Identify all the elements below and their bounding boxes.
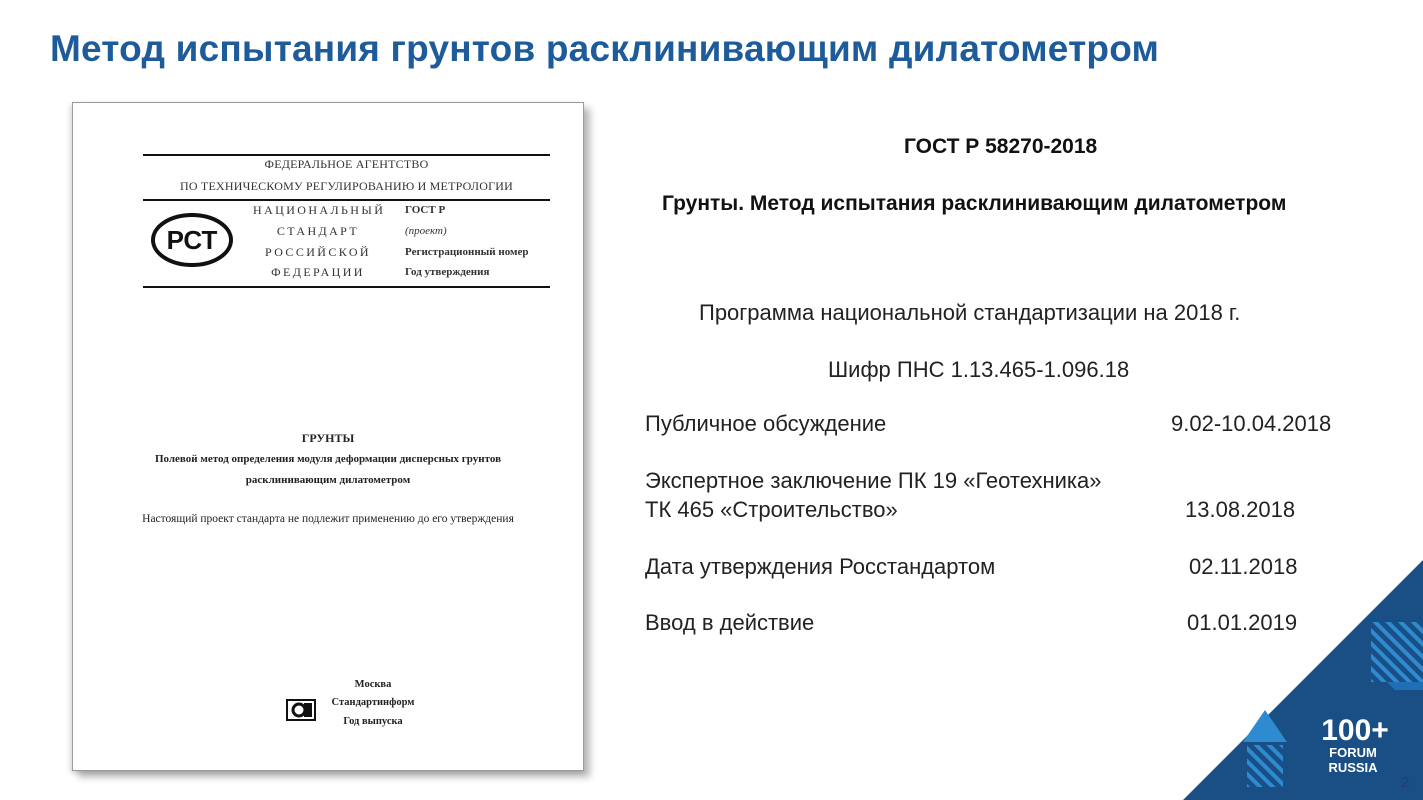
row-effective-label: Ввод в действие [645, 610, 815, 635]
row-expert-label-line-2: ТК 465 «Строительство» [645, 497, 898, 522]
slide-title: Метод испытания грунтов расклинивающим дилатометром [50, 28, 1160, 69]
gost-number: ГОСТ Р 58270-2018 [904, 135, 1098, 158]
doc-national-line-3: РОССИЙСКОЙ [264, 245, 371, 259]
doc-publish-year-label: Год выпуска [343, 716, 403, 727]
standard-title: Грунты. Метод испытания расклинивающим дилатометром [662, 192, 1287, 215]
corner-stripes-bottom [1247, 745, 1283, 787]
corner-stripes-top [1371, 622, 1423, 682]
doc-subtitle-line-1: Полевой метод определения модуля деформации дисперсных грунтов [154, 453, 502, 465]
rst-logo-icon [151, 213, 233, 267]
doc-rule-3 [143, 286, 550, 288]
forum-line-2: RUSSIA [1328, 760, 1378, 775]
row-public-discussion-label: Публичное обсуждение [645, 411, 887, 436]
row-approval-label: Дата утверждения Росстандартом [645, 554, 996, 579]
doc-national-line-4: ФЕДЕРАЦИИ [271, 265, 365, 279]
row-expert-value: 13.08.2018 [1185, 497, 1296, 522]
doc-publisher: Стандартинформ [331, 697, 415, 708]
row-effective-value: 01.01.2019 [1187, 610, 1298, 635]
doc-draft-label: (проект) [405, 225, 447, 237]
doc-agency-line-1: ФЕДЕРАЛЬНОЕ АГЕНТСТВО [264, 157, 429, 171]
doc-reg-number-label: Регистрационный номер [405, 246, 529, 258]
svg-text:РСТ: РСТ [166, 225, 218, 255]
doc-city: Москва [354, 679, 392, 690]
doc-subtitle-line-2: расклинивающим дилатометром [245, 474, 411, 486]
row-expert-label-line-1: Экспертное заключение ПК 19 «Геотехника» [645, 468, 1102, 493]
doc-agency-line-2: ПО ТЕХНИЧЕСКОМУ РЕГУЛИРОВАНИЮ И МЕТРОЛОГИИ [180, 179, 513, 193]
row-approval-value: 02.11.2018 [1189, 554, 1298, 579]
doc-rule-2 [143, 199, 550, 201]
forum-line-1: FORUM [1329, 745, 1377, 760]
row-public-discussion-value: 9.02-10.04.2018 [1171, 411, 1332, 436]
doc-national-line-1: НАЦИОНАЛЬНЫЙ [253, 203, 386, 217]
doc-approval-year-label: Год утверждения [405, 266, 490, 278]
doc-notice: Настоящий проект стандарта не подлежит применению до его утверждения [142, 513, 514, 525]
cipher-text: Шифр ПНС 1.13.465-1.096.18 [828, 357, 1130, 382]
doc-top-rule [143, 154, 550, 156]
standartinform-logo-icon [286, 699, 316, 721]
document-preview [72, 102, 584, 771]
program-text: Программа национальной стандартизации на 2018 г. [699, 300, 1241, 325]
forum-corner-decoration [1183, 560, 1423, 800]
doc-title: ГРУНТЫ [301, 431, 355, 445]
page-number: 2 [1401, 774, 1410, 791]
doc-national-line-2: СТАНДАРТ [276, 224, 360, 238]
doc-gost-label: ГОСТ Р [405, 204, 446, 216]
forum-number: 100+ [1321, 714, 1389, 747]
